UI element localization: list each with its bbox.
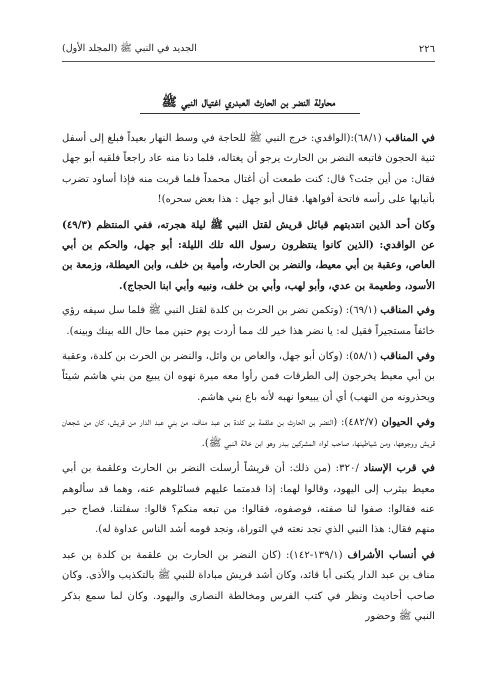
paragraph — [62, 300, 435, 342]
source-ref: وفي المناقب — [380, 350, 436, 363]
title-underline — [140, 113, 360, 114]
paragraph-text: (٦٩/١): (وتكمن نضر بن الحرث بن كلدة لقتل النبي ﷺ فلما سل سيفه رؤي خائفاً مستجيراً فقيل له: يا نضر هذا خير لك مما أردت يوم حنين مما حال الله بينك وبينه). — [62, 305, 435, 337]
paragraph — [62, 128, 435, 211]
paragraph — [62, 458, 435, 541]
running-title: الجديد في النبي ﷺ (المجلد الأول) — [62, 43, 197, 54]
source-ref: وفي المناقب — [380, 304, 436, 317]
page-number: ٢٢٦ — [418, 43, 435, 55]
page-header — [62, 40, 435, 62]
paragraph — [62, 215, 435, 297]
source-ref: وفي الحيوان — [381, 416, 435, 429]
paragraph — [62, 346, 435, 408]
paragraph-text: وكان أحد الذين انتدبتهم قبائل قريش لقتل النبي ﷺ ليلة هجرته، ففي المنتظم (٤٩/٣) عن الواقدي: (الذين كانوا ينتظرون رسول الله تلك الليلة: أبو جهل، والحكم بن أبي العاص، وعقبة بن أبي معيط، والنضر بن الحارث، وأمية بن خلف، وابن العيطلة، وزمعة بن الأسود، وطعيمة بن عدي، وأبو لهب، وأبي بن خلف، ونبيه وأبي ابنا الحجاج). — [62, 218, 435, 292]
paragraph — [62, 545, 435, 628]
source-ref: في قرب الإسناد — [363, 462, 435, 475]
paragraph-text: (١٣٩/١-١٤٢): (كان النضر بن الحارث بن علقمة بن كلدة بن عبد مناف بن عبد الدار يكنى أبا قائد، وكان أشد قريش مباداة للنبي ﷺ بالتكذيب والأذى. وكان صاحب أحاديث ونظر في كتب الفرس ومخالطة النصارى واليهود. وكان لما سمع بذكر النبي ﷺ وحضور — [62, 549, 435, 622]
source-ref: في المناقب — [385, 132, 435, 144]
source-ref: في أنساب الأشراف — [347, 548, 436, 561]
paragraph — [62, 412, 435, 454]
section-title: محاولة النضر بن الحارث العبدري اغتيال النبي ﷺ — [161, 94, 336, 109]
paragraph-text: (٥٨/١): (وكان أبو جهل، والعاص بن وائل، والنضر بن الحرث بن كلدة، وعقبة بن أبي معيط يخرجون إلى الطرقات فمن رأوا معه ميرة نهوه ان يبيع من بني هاشم شيئاً ويحذرونه من النهب) أي أن يبيعوا نهبه لأنه باع بني هاشم. — [62, 351, 435, 403]
paragraph-text: (٦٨/١):(الواقدي: خرج النبي ﷺ للحاجة في وسط النهار بعيداً فبلغ إلى أسفل ثنية الحجون فاتبعه النضر بن الحارث يرجو أن يغتاله، فلما دنا منه عاد راجعاً فلقيه أبو جهل فقال: من أين جئت؟ قال: كنت طمعت أن أغتال محمداً فلما قربت منه فإذا أساود تضرب بأنيابها على رأسه فاتحة أفواهها. فقال أبو جهل : هذا بعض سحره)! — [62, 133, 435, 206]
paragraph-text: /٣٢٠: (من ذلك: أن قريشاً أرسلت النضر بن الحارث وعلقمة بن أبي معيط بيثرب إلى اليهود، وقالوا لهما: إذا قدمتما عليهم فسائلوهم عنه، وهما قد سألوهم عنه فقالوا: صفوا لنا صفته، فوصفوه، فقالوا: من تبعه منكم؟ قالوا: سفلتنا. فصاح حبر منهم فقال: هذا النبي الذي نجد نعته في التوراة، ونجد قومه أشد الناس عداوة له). — [62, 463, 435, 536]
paragraph-text: (٤٨٢/٧): (النضر بن الحارث بن علقمة بن كلدة بن عبد مناف، من بني عبد الدار من قريش، كان من شجعان قريش ووجوهها، ومن شياطينها، صاحب لواء المشركين ببدر وهو ابن خالة النبي ﷺ). — [62, 417, 435, 449]
body-text — [62, 128, 435, 631]
